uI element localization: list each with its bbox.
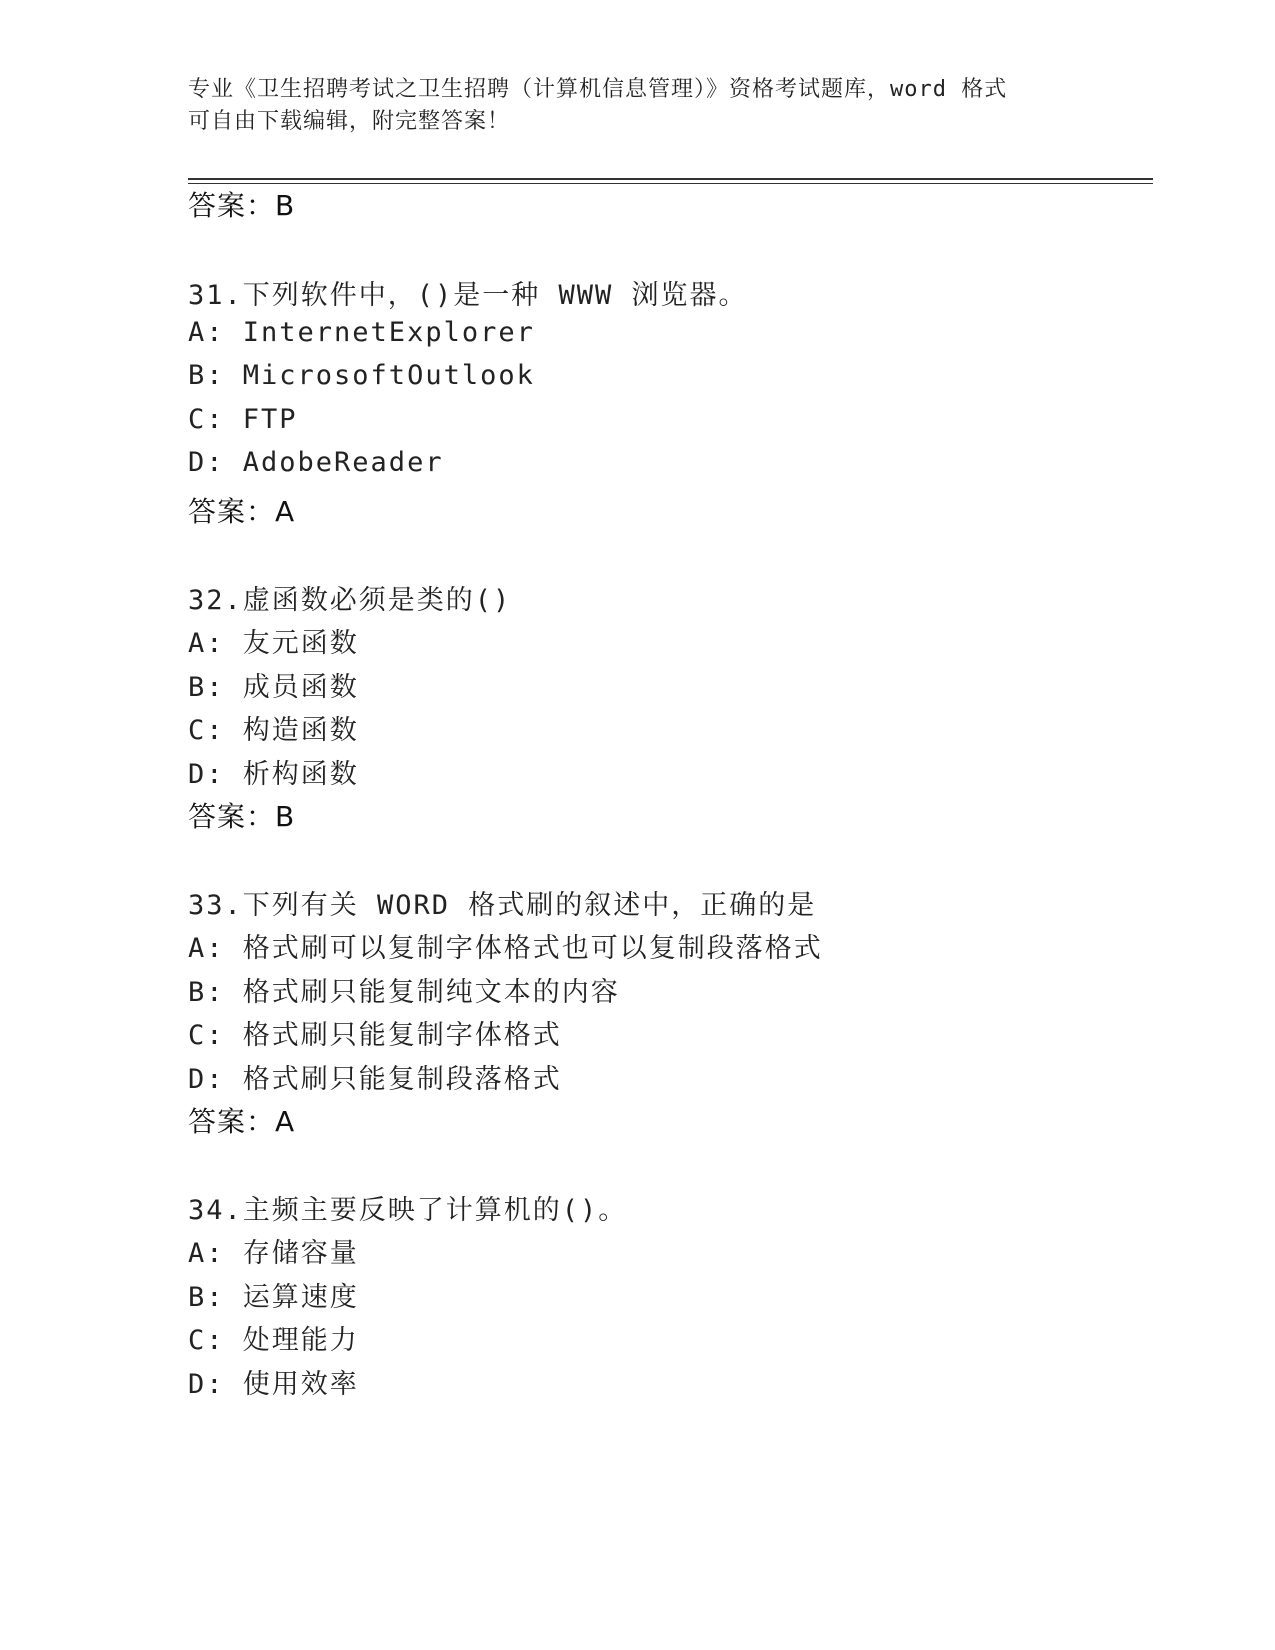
question-31-option-d: D: AdobeReader bbox=[188, 447, 444, 478]
question-32-option-c: C: 构造函数 bbox=[188, 715, 359, 746]
question-33-option-d: D: 格式刷只能复制段落格式 bbox=[188, 1064, 562, 1095]
question-32-option-d: D: 析构函数 bbox=[188, 759, 359, 790]
question-34-option-c: C: 处理能力 bbox=[188, 1325, 359, 1356]
question-31-option-c: C: FTP bbox=[188, 404, 298, 435]
header-line-1: 专业《卫生招聘考试之卫生招聘（计算机信息管理）》资格考试题库，word 格式 bbox=[188, 77, 1008, 102]
question-34-option-d: D: 使用效率 bbox=[188, 1369, 359, 1400]
question-32-stem: 32.虚函数必须是类的() bbox=[188, 585, 512, 616]
question-31-answer: 答案：A bbox=[188, 495, 296, 528]
question-33-option-a: A: 格式刷可以复制字体格式也可以复制段落格式 bbox=[188, 933, 823, 964]
question-33-answer: 答案：A bbox=[188, 1105, 296, 1138]
lead-answer: 答案：B bbox=[188, 189, 296, 222]
question-33-option-c: C: 格式刷只能复制字体格式 bbox=[188, 1020, 562, 1051]
header-divider-thick bbox=[188, 178, 1153, 180]
question-33-stem: 33.下列有关 WORD 格式刷的叙述中，正确的是 bbox=[188, 890, 817, 921]
question-34-stem: 34.主频主要反映了计算机的()。 bbox=[188, 1195, 628, 1226]
question-34-option-a: A: 存储容量 bbox=[188, 1238, 359, 1269]
header-divider-thin bbox=[188, 183, 1153, 184]
question-31-option-a: A: InternetExplorer bbox=[188, 317, 535, 348]
question-31-option-b: B: MicrosoftOutlook bbox=[188, 360, 535, 391]
question-32-option-b: B: 成员函数 bbox=[188, 672, 359, 703]
question-32-answer: 答案：B bbox=[188, 800, 296, 833]
document-header bbox=[188, 74, 1088, 138]
question-31-stem: 31.下列软件中，()是一种 WWW 浏览器。 bbox=[188, 280, 748, 311]
question-33-option-b: B: 格式刷只能复制纯文本的内容 bbox=[188, 977, 620, 1008]
header-line-2: 可自由下载编辑，附完整答案！ bbox=[188, 109, 511, 134]
question-32-option-a: A: 友元函数 bbox=[188, 628, 359, 659]
question-34-option-b: B: 运算速度 bbox=[188, 1282, 359, 1313]
